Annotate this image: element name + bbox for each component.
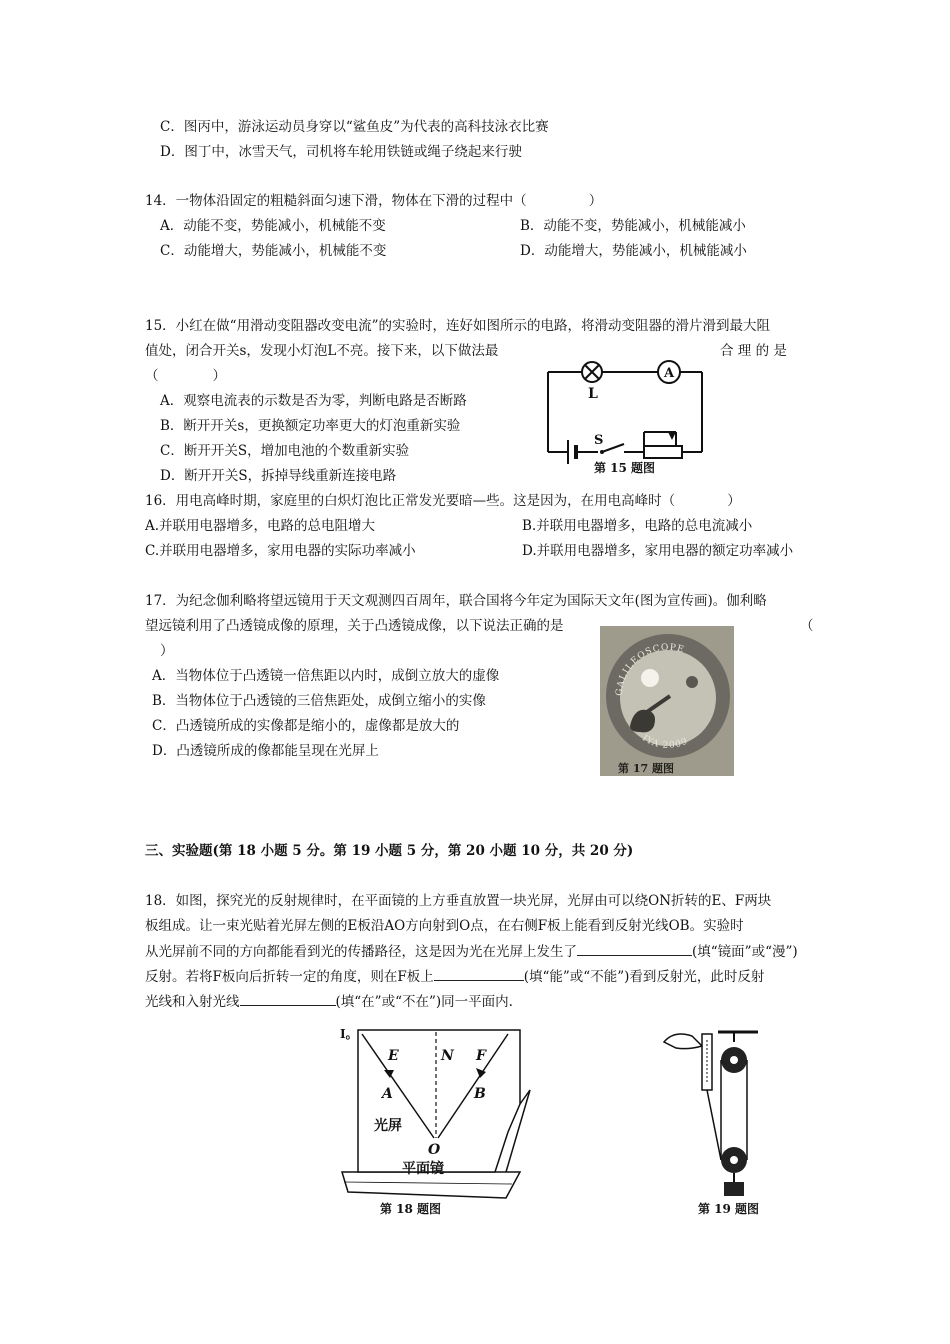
weight-block-icon [724,1182,744,1196]
q17-bracket-close: ） [160,643,174,659]
q18-line5: 光线和入射光线 (填“在”或“不在”)同一平面内. [145,994,513,1010]
label-n: N [441,1048,454,1064]
q13-option-c: C．图丙中，游泳运动员身穿以“鲨鱼皮”为代表的高科技泳衣比赛 [160,119,549,135]
moon-icon [641,669,659,687]
q18-line4: 反射。若将F板向后折转一定的角度，则在F板上 (填“能”或“不能”)看到反射光，此时反射 [145,969,765,985]
q15-option-b: B．断开开关s，更换额定功率更大的灯泡重新实验 [160,418,461,434]
poster-bottom-text: IYA 2009 [640,733,690,751]
q15-circuit-figure [540,352,715,477]
label-a: A [382,1086,393,1102]
label-b: B [474,1086,486,1102]
figure-mark: I。 [340,1027,358,1041]
q17-poster-image [600,626,734,776]
q17-line2: 望远镜利用了凸透镜成像的原理，关于凸透镜成像，以下说法正确的是 [145,618,564,634]
ammeter-label: A [664,366,675,381]
label-o: O [428,1142,441,1158]
q15-option-a: A．观察电流表的示数是否为零，判断电路是否断路 [160,393,467,409]
q17-option-c: C．凸透镜所成的实像都是缩小的，虚像都是放大的 [152,718,460,734]
q15-option-d: D．断开开关S，拆掉导线重新连接电路 [160,468,397,484]
q17-option-a: A．当物体位于凸透镜一倍焦距以内时，成倒立放大的虚像 [152,668,500,684]
label-f: F [476,1048,486,1064]
q16-option-c: C.并联用电器增多，家用电器的实际功率减小 [145,543,416,559]
q15-figure-caption: 第 15 题图 [594,461,656,475]
label-e: E [388,1048,399,1064]
lamp-label: L [588,386,598,402]
q16-option-a: A.并联用电器增多，电路的总电阻增大 [145,518,376,534]
q18-line2: 板组成。让一束光贴着光屏左侧的E板沿AO方向射到O点，在右侧F板上能看到反射光线OB。实验时 [145,918,744,934]
q18-reflection-figure [330,1020,540,1218]
q13-option-d: D．图丁中，冰雪天气，司机将车轮用铁链或绳子绕起来行驶 [160,144,522,160]
q17-figure-caption: 第 17 题图 [618,762,674,775]
q19-pulley-figure [658,1020,768,1218]
q18-figure-caption: 第 18 题图 [380,1202,442,1216]
q17-bracket-open: （ [800,618,814,634]
q18-line3: 从光屏前不同的方向都能看到光的传播路径，这是因为光在光屏上发生了 (填“镜面”或“漫”) [145,944,798,960]
q15-answer-bracket: （ ） [145,368,226,384]
q14-stem: 14．一物体沿固定的粗糙斜面匀速下滑，物体在下滑的过程中（ ） [145,193,603,209]
q15-option-c: C．断开开关S，增加电池的个数重新实验 [160,443,410,459]
section-3-title: 三、实验题(第 18 小题 5 分。第 19 小题 5 分，第 20 小题 10 分，共 20 分) [145,843,634,859]
q17-option-d: D．凸透镜所成的像都能呈现在光屏上 [152,743,379,759]
q17-line1: 17．为纪念伽利略将望远镜用于天文观测四百周年，联合国将今年定为国际天文年(图为宣传画)。伽利略 [145,593,767,609]
rheostat-slider-icon [668,432,676,440]
label-mirror: 平面镜 [402,1161,444,1177]
lamp-icon [582,362,602,382]
poster-top-text: GALILEOSCOPE [614,642,686,697]
q15-line1: 15．小红在做“用滑动变阻器改变电流”的实验时，连好如图所示的电路，将滑动变阻器的滑片滑到最大阻 [145,318,770,334]
label-screen: 光屏 [374,1118,402,1134]
q19-figure-caption: 第 19 题图 [698,1202,760,1216]
q14-option-b: B．动能不变，势能减小，机械能减小 [520,218,746,234]
switch-icon [600,450,604,454]
q18-blank-2[interactable] [434,967,524,981]
q16-option-d: D.并联用电器增多，家用电器的额定功率减小 [522,543,794,559]
hand-icon [664,1034,702,1049]
q16-option-b: B.并联用电器增多，电路的总电流减小 [522,518,753,534]
planet-icon [686,676,698,688]
q14-option-a: A．动能不变，势能减小，机械能不变 [160,218,386,234]
q15-line2-tail: 合 理 的 是 [720,343,787,359]
q18-blank-1[interactable] [577,942,692,956]
q14-option-c: C．动能增大，势能减小，机械能不变 [160,243,387,259]
q16-stem: 16．用电高峰时期，家庭里的白炽灯泡比正常发光要暗—些。这是因为，在用电高峰时（ ） [145,493,741,509]
switch-label: S [594,433,604,448]
q17-option-b: B．当物体位于凸透镜的三倍焦距处，成倒立缩小的实像 [152,693,486,709]
q18-blank-3[interactable] [240,992,336,1006]
q14-option-d: D．动能增大，势能减小，机械能减小 [520,243,747,259]
q18-line1: 18．如图，探究光的反射规律时，在平面镜的上方垂直放置一块光屏，光屏由可以绕ON折转的E、F两块 [145,893,772,909]
q15-line2: 值处，闭合开关s，发现小灯泡L不亮。接下来，以下做法最 [145,343,499,359]
